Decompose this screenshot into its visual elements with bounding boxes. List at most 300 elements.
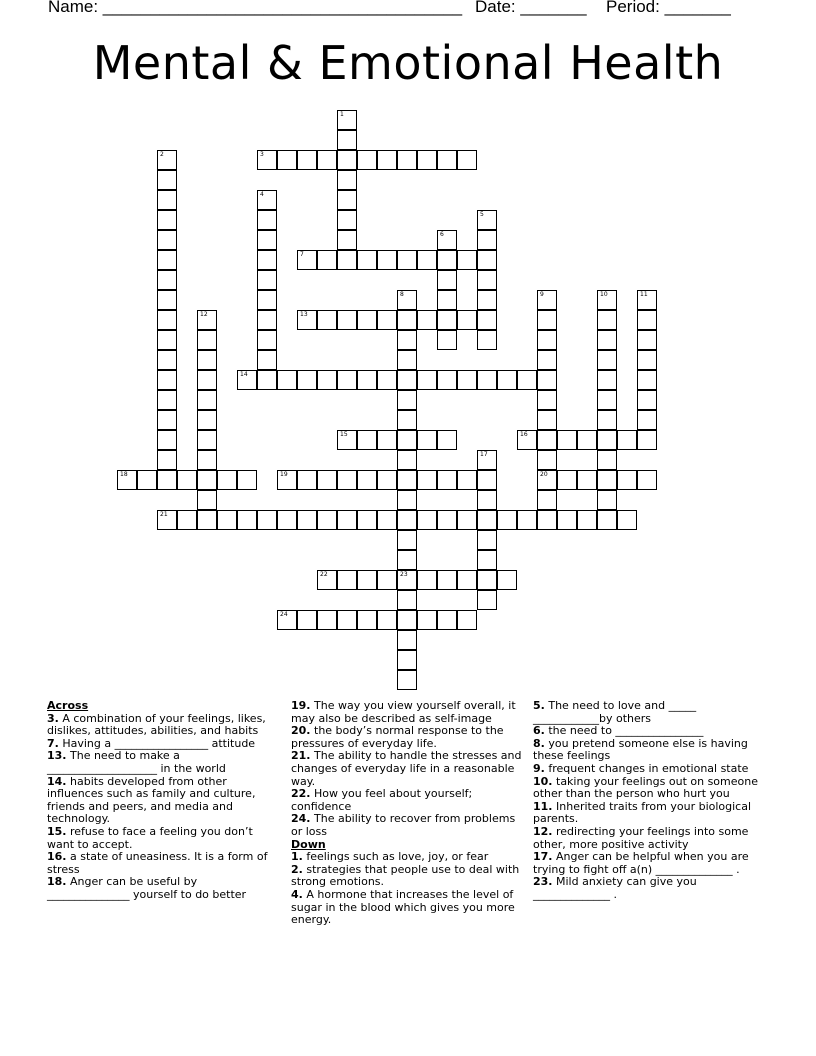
crossword-cell[interactable] xyxy=(617,470,637,490)
crossword-cell[interactable] xyxy=(177,510,197,530)
crossword-cell[interactable] xyxy=(537,470,557,490)
crossword-cell[interactable] xyxy=(357,430,377,450)
crossword-cell[interactable] xyxy=(477,250,497,270)
crossword-cell[interactable] xyxy=(477,450,497,470)
crossword-cell[interactable] xyxy=(317,250,337,270)
crossword-cell[interactable] xyxy=(197,310,217,330)
crossword-cell[interactable] xyxy=(597,450,617,470)
crossword-cell[interactable] xyxy=(477,510,497,530)
crossword-cell[interactable] xyxy=(257,250,277,270)
crossword-cell[interactable] xyxy=(317,470,337,490)
crossword-cell[interactable] xyxy=(237,510,257,530)
crossword-cell[interactable] xyxy=(397,450,417,470)
clue-number: 5 xyxy=(480,211,484,218)
crossword-cell[interactable] xyxy=(417,250,437,270)
crossword-cell[interactable] xyxy=(397,670,417,690)
crossword-cell[interactable] xyxy=(317,510,337,530)
crossword-cell[interactable] xyxy=(337,230,357,250)
clue-number-label: 21. xyxy=(291,749,311,763)
crossword-cell[interactable] xyxy=(617,430,637,450)
crossword-cell[interactable] xyxy=(317,610,337,630)
crossword-cell[interactable] xyxy=(537,330,557,350)
crossword-cell[interactable] xyxy=(317,150,337,170)
crossword-cell[interactable] xyxy=(637,410,657,430)
crossword-cell[interactable] xyxy=(157,270,177,290)
clue-number-label: 13. xyxy=(47,749,67,763)
crossword-cell[interactable] xyxy=(477,490,497,510)
crossword-cell[interactable] xyxy=(477,230,497,250)
crossword-cell[interactable] xyxy=(197,350,217,370)
crossword-cell[interactable] xyxy=(157,410,177,430)
crossword-cell[interactable] xyxy=(457,610,477,630)
crossword-cell[interactable] xyxy=(397,370,417,390)
crossword-cell[interactable] xyxy=(337,150,357,170)
clue-list xyxy=(0,700,816,1000)
clue-text: taking your feelings out on someone other than the person who hurt you xyxy=(533,774,758,801)
crossword-cell[interactable] xyxy=(377,430,397,450)
crossword-cell[interactable] xyxy=(277,610,297,630)
crossword-cell[interactable] xyxy=(257,510,277,530)
clue-section-heading: Across xyxy=(47,699,89,712)
clue-number-label: 2. xyxy=(291,862,303,876)
clue-item xyxy=(291,864,523,889)
clue-section-heading: Down xyxy=(291,837,326,851)
clue-number: 13 xyxy=(300,311,308,318)
crossword-cell[interactable] xyxy=(537,350,557,370)
crossword-cell[interactable] xyxy=(157,510,177,530)
crossword-cell[interactable] xyxy=(477,210,497,230)
crossword-cell[interactable] xyxy=(157,150,177,170)
clue-number: 9 xyxy=(540,291,544,298)
crossword-cell[interactable] xyxy=(397,330,417,350)
crossword-cell[interactable] xyxy=(637,370,657,390)
crossword-cell[interactable] xyxy=(637,430,657,450)
crossword-cell[interactable] xyxy=(417,610,437,630)
crossword-cell[interactable] xyxy=(197,390,217,410)
clue-text: Mild anxiety can give you ______________ . xyxy=(533,875,697,901)
crossword-cell[interactable] xyxy=(617,510,637,530)
crossword-cell[interactable] xyxy=(637,310,657,330)
crossword-cell[interactable] xyxy=(397,390,417,410)
crossword-cell[interactable] xyxy=(317,310,337,330)
crossword-cell[interactable] xyxy=(357,510,377,530)
crossword-cell[interactable] xyxy=(377,370,397,390)
crossword-cell[interactable] xyxy=(157,330,177,350)
crossword-cell[interactable] xyxy=(157,310,177,330)
clue-item xyxy=(47,851,279,876)
crossword-cell[interactable] xyxy=(417,470,437,490)
crossword-cell[interactable] xyxy=(437,570,457,590)
crossword-cell[interactable] xyxy=(397,650,417,670)
crossword-cell[interactable] xyxy=(157,190,177,210)
crossword-cell[interactable] xyxy=(337,250,357,270)
clue-item xyxy=(533,826,765,851)
crossword-cell[interactable] xyxy=(437,430,457,450)
crossword-cell[interactable] xyxy=(597,290,617,310)
clue-number: 24 xyxy=(280,611,288,618)
clue-column-3 xyxy=(533,700,765,902)
crossword-cell[interactable] xyxy=(217,510,237,530)
crossword-cell[interactable] xyxy=(137,470,157,490)
crossword-cell[interactable] xyxy=(157,470,177,490)
crossword-cell[interactable] xyxy=(517,430,537,450)
clue-text: How you feel about yourself; confidence xyxy=(291,787,473,813)
page-title: Mental & Emotional Health xyxy=(92,36,724,90)
crossword-cell[interactable] xyxy=(457,470,477,490)
crossword-cell[interactable] xyxy=(417,150,437,170)
crossword-cell[interactable] xyxy=(397,550,417,570)
crossword-cell[interactable] xyxy=(597,430,617,450)
crossword-cell[interactable] xyxy=(197,430,217,450)
clue-text: habits developed from other influences such as family and culture, friends and peers, and media and technology. xyxy=(47,774,256,826)
name-field-label: Name: ______________________________________ xyxy=(48,0,463,16)
crossword-cell[interactable] xyxy=(257,270,277,290)
clue-number-label: 3. xyxy=(47,711,59,725)
crossword-cell[interactable] xyxy=(457,150,477,170)
period-field-label: Period: _______ xyxy=(606,0,731,16)
crossword-cell[interactable] xyxy=(217,470,237,490)
clue-number: 14 xyxy=(240,371,248,378)
clue-number-label: 9. xyxy=(533,761,545,775)
crossword-cell[interactable] xyxy=(197,330,217,350)
crossword-cell[interactable] xyxy=(337,190,357,210)
crossword-cell[interactable] xyxy=(277,150,297,170)
crossword-cell[interactable] xyxy=(537,430,557,450)
crossword-cell[interactable] xyxy=(417,430,437,450)
crossword-cell[interactable] xyxy=(477,370,497,390)
crossword-cell[interactable] xyxy=(477,330,497,350)
crossword-cell[interactable] xyxy=(417,370,437,390)
crossword-cell[interactable] xyxy=(597,410,617,430)
crossword-cell[interactable] xyxy=(597,490,617,510)
crossword-cell[interactable] xyxy=(477,470,497,490)
crossword-cell[interactable] xyxy=(397,490,417,510)
crossword-cell[interactable] xyxy=(177,470,197,490)
clue-number-label: 19. xyxy=(291,699,311,712)
crossword-cell[interactable] xyxy=(297,310,317,330)
clue-item xyxy=(291,788,523,813)
crossword-cell[interactable] xyxy=(497,570,517,590)
crossword-cell[interactable] xyxy=(397,570,417,590)
crossword-cell[interactable] xyxy=(377,250,397,270)
crossword-cell[interactable] xyxy=(437,510,457,530)
crossword-cell[interactable] xyxy=(557,510,577,530)
clue-column-2 xyxy=(291,700,523,927)
crossword-cell[interactable] xyxy=(337,510,357,530)
crossword-cell[interactable] xyxy=(257,370,277,390)
crossword-cell[interactable] xyxy=(337,610,357,630)
crossword-cell[interactable] xyxy=(377,610,397,630)
clue-number: 7 xyxy=(300,251,304,258)
clue-item xyxy=(291,813,523,838)
crossword-cell[interactable] xyxy=(157,430,177,450)
crossword-cell[interactable] xyxy=(377,150,397,170)
crossword-cell[interactable] xyxy=(337,210,357,230)
crossword-cell[interactable] xyxy=(157,450,177,470)
crossword-cell[interactable] xyxy=(397,470,417,490)
clue-item xyxy=(533,700,765,725)
clue-text: A hormone that increases the level of sugar in the blood which gives you more energy. xyxy=(291,887,515,927)
crossword-cell[interactable] xyxy=(497,370,517,390)
crossword-cell[interactable] xyxy=(437,610,457,630)
crossword-cell[interactable] xyxy=(437,310,457,330)
crossword-cell[interactable] xyxy=(477,310,497,330)
crossword-cell[interactable] xyxy=(477,270,497,290)
crossword-cell[interactable] xyxy=(397,530,417,550)
crossword-cell[interactable] xyxy=(257,210,277,230)
crossword-cell[interactable] xyxy=(157,290,177,310)
crossword-cell[interactable] xyxy=(577,430,597,450)
clue-text: The ability to handle the stresses and changes of everyday life in a reasonable way. xyxy=(291,749,522,788)
crossword-cell[interactable] xyxy=(417,570,437,590)
crossword-cell[interactable] xyxy=(377,470,397,490)
crossword-cell[interactable] xyxy=(477,570,497,590)
clue-item xyxy=(533,851,765,876)
clue-item xyxy=(291,889,523,927)
crossword-cell[interactable] xyxy=(337,570,357,590)
crossword-cell[interactable] xyxy=(257,150,277,170)
crossword-cell[interactable] xyxy=(337,170,357,190)
crossword-cell[interactable] xyxy=(577,510,597,530)
crossword-cell[interactable] xyxy=(597,330,617,350)
crossword-cell[interactable] xyxy=(157,210,177,230)
crossword-cell[interactable] xyxy=(157,170,177,190)
crossword-cell[interactable] xyxy=(557,430,577,450)
crossword-cell[interactable] xyxy=(337,430,357,450)
clue-number: 4 xyxy=(260,191,264,198)
crossword-cell[interactable] xyxy=(357,610,377,630)
clue-column-1 xyxy=(47,700,279,902)
crossword-cell[interactable] xyxy=(397,250,417,270)
crossword-cell[interactable] xyxy=(437,470,457,490)
clue-item xyxy=(533,876,765,901)
crossword-cell[interactable] xyxy=(437,230,457,250)
crossword-cell[interactable] xyxy=(597,390,617,410)
crossword-cell[interactable] xyxy=(337,130,357,150)
crossword-cell[interactable] xyxy=(637,330,657,350)
crossword-cell[interactable] xyxy=(437,370,457,390)
clue-number-label: 23. xyxy=(533,875,553,889)
crossword-cell[interactable] xyxy=(157,390,177,410)
crossword-cell[interactable] xyxy=(457,510,477,530)
crossword-cell[interactable] xyxy=(297,370,317,390)
crossword-cell[interactable] xyxy=(397,150,417,170)
crossword-cell[interactable] xyxy=(357,310,377,330)
crossword-cell[interactable] xyxy=(257,190,277,210)
crossword-cell[interactable] xyxy=(537,510,557,530)
clue-number-label: 5. xyxy=(533,699,545,712)
crossword-cell[interactable] xyxy=(537,370,557,390)
clue-number: 19 xyxy=(280,471,288,478)
clue-number-label: 4. xyxy=(291,887,303,901)
crossword-cell[interactable] xyxy=(157,230,177,250)
clue-text: Anger can be helpful when you are trying to fight off a(n) ______________ . xyxy=(533,850,749,876)
crossword-cell[interactable] xyxy=(477,530,497,550)
clue-text: frequent changes in emotional state xyxy=(548,761,749,775)
clue-number-label: 11. xyxy=(533,799,553,813)
crossword-cell[interactable] xyxy=(357,150,377,170)
crossword-cell[interactable] xyxy=(197,470,217,490)
crossword-cell[interactable] xyxy=(537,410,557,430)
clue-item xyxy=(47,776,279,826)
crossword-cell[interactable] xyxy=(117,470,137,490)
clue-number-label: 14. xyxy=(47,774,67,788)
crossword-cell[interactable] xyxy=(597,310,617,330)
crossword-cell[interactable] xyxy=(197,510,217,530)
crossword-cell[interactable] xyxy=(437,290,457,310)
crossword-cell[interactable] xyxy=(397,350,417,370)
crossword-cell[interactable] xyxy=(437,330,457,350)
crossword-cell[interactable] xyxy=(257,310,277,330)
crossword-cell[interactable] xyxy=(437,270,457,290)
clue-text: you pretend someone else is having these feelings xyxy=(533,736,748,763)
crossword-cell[interactable] xyxy=(477,590,497,610)
crossword-cell[interactable] xyxy=(197,410,217,430)
crossword-cell[interactable] xyxy=(297,510,317,530)
crossword-cell[interactable] xyxy=(637,350,657,370)
clue-number: 18 xyxy=(120,471,128,478)
clue-text: The ability to recover from problems or loss xyxy=(291,812,516,838)
crossword-cell[interactable] xyxy=(597,370,617,390)
crossword-cell[interactable] xyxy=(637,290,657,310)
crossword-cell[interactable] xyxy=(397,630,417,650)
clue-number: 23 xyxy=(400,571,408,578)
crossword-cell[interactable] xyxy=(497,510,517,530)
crossword-cell[interactable] xyxy=(317,570,337,590)
clue-number-label: 20. xyxy=(291,724,311,738)
crossword-cell[interactable] xyxy=(477,550,497,570)
clue-number: 16 xyxy=(520,431,528,438)
clue-number-label: 8. xyxy=(533,736,545,750)
crossword-cell[interactable] xyxy=(257,230,277,250)
crossword-cell[interactable] xyxy=(297,610,317,630)
crossword-cell[interactable] xyxy=(337,370,357,390)
crossword-cell[interactable] xyxy=(337,470,357,490)
crossword-cell[interactable] xyxy=(357,570,377,590)
crossword-cell[interactable] xyxy=(277,370,297,390)
clue-number-label: 16. xyxy=(47,850,67,864)
crossword-cell[interactable] xyxy=(637,390,657,410)
crossword-cell[interactable] xyxy=(337,110,357,130)
clue-text: strategies that people use to deal with strong emotions. xyxy=(291,862,520,889)
crossword-cell[interactable] xyxy=(197,370,217,390)
crossword-cell[interactable] xyxy=(457,370,477,390)
crossword-cell[interactable] xyxy=(437,250,457,270)
crossword-cell[interactable] xyxy=(417,310,437,330)
crossword-cell[interactable] xyxy=(537,310,557,330)
crossword-cell[interactable] xyxy=(597,510,617,530)
crossword-cell[interactable] xyxy=(197,450,217,470)
crossword-cell[interactable] xyxy=(257,330,277,350)
crossword-cell[interactable] xyxy=(257,350,277,370)
crossword-cell[interactable] xyxy=(577,470,597,490)
crossword-cell[interactable] xyxy=(237,370,257,390)
clue-number-label: 15. xyxy=(47,824,67,838)
clue-text: a state of uneasiness. It is a form of stress xyxy=(47,850,268,876)
crossword-cell[interactable] xyxy=(637,470,657,490)
crossword-cell[interactable] xyxy=(417,510,437,530)
crossword-cell[interactable] xyxy=(397,610,417,630)
clue-number: 1 xyxy=(340,111,344,118)
crossword-cell[interactable] xyxy=(537,390,557,410)
crossword-cell[interactable] xyxy=(357,470,377,490)
crossword-cell[interactable] xyxy=(297,470,317,490)
crossword-cell[interactable] xyxy=(557,470,577,490)
clue-text: The need to love and _____ ____________by others xyxy=(533,699,697,725)
clue-number-label: 7. xyxy=(47,736,59,750)
clue-number-label: 17. xyxy=(533,850,553,864)
crossword-cell[interactable] xyxy=(197,490,217,510)
crossword-cell[interactable] xyxy=(357,250,377,270)
clue-item xyxy=(533,776,765,801)
crossword-cell[interactable] xyxy=(377,310,397,330)
crossword-cell[interactable] xyxy=(317,370,337,390)
crossword-cell[interactable] xyxy=(597,470,617,490)
clue-number: 3 xyxy=(260,151,264,158)
clue-item xyxy=(533,738,765,763)
clue-number-label: 24. xyxy=(291,812,311,826)
crossword-cell[interactable] xyxy=(517,370,537,390)
clue-number: 20 xyxy=(540,471,548,478)
crossword-cell[interactable] xyxy=(517,510,537,530)
clue-text: refuse to face a feeling you don’t want to accept. xyxy=(47,824,253,851)
crossword-cell[interactable] xyxy=(537,290,557,310)
clue-text: A combination of your feelings, likes, dislikes, attitudes, abilities, and habits xyxy=(47,711,266,738)
clue-text: The need to make a ____________________ in the world xyxy=(47,749,226,775)
crossword-cell[interactable] xyxy=(377,510,397,530)
crossword-cell[interactable] xyxy=(457,250,477,270)
crossword-cell[interactable] xyxy=(397,290,417,310)
clue-number-label: 18. xyxy=(47,875,67,889)
crossword-cell[interactable] xyxy=(537,490,557,510)
clue-number: 17 xyxy=(480,451,488,458)
crossword-cell[interactable] xyxy=(237,470,257,490)
clue-number: 8 xyxy=(400,291,404,298)
clue-item xyxy=(47,876,279,901)
crossword-cell[interactable] xyxy=(157,370,177,390)
crossword-cell[interactable] xyxy=(437,150,457,170)
clue-item xyxy=(533,801,765,826)
crossword-cell[interactable] xyxy=(277,470,297,490)
clue-text: feelings such as love, joy, or fear xyxy=(306,850,489,864)
crossword-cell[interactable] xyxy=(357,370,377,390)
crossword-cell[interactable] xyxy=(537,450,557,470)
clue-text: Anger can be useful by _______________ yourself to do better xyxy=(47,875,247,901)
crossword-cell[interactable] xyxy=(397,310,417,330)
crossword-cell[interactable] xyxy=(157,350,177,370)
crossword-cell[interactable] xyxy=(377,570,397,590)
clue-number: 15 xyxy=(340,431,348,438)
clue-number: 12 xyxy=(200,311,208,318)
crossword-cell[interactable] xyxy=(257,290,277,310)
clue-item xyxy=(291,700,523,725)
crossword-cell[interactable] xyxy=(157,250,177,270)
clue-number: 10 xyxy=(600,291,608,298)
crossword-cell[interactable] xyxy=(397,590,417,610)
clue-number: 6 xyxy=(440,231,444,238)
crossword-cell[interactable] xyxy=(397,410,417,430)
crossword-cell[interactable] xyxy=(457,310,477,330)
crossword-cell[interactable] xyxy=(397,430,417,450)
crossword-cell[interactable] xyxy=(297,150,317,170)
crossword-cell[interactable] xyxy=(337,310,357,330)
crossword-cell[interactable] xyxy=(397,510,417,530)
crossword-cell[interactable] xyxy=(297,250,317,270)
crossword-cell[interactable] xyxy=(277,510,297,530)
crossword-cell[interactable] xyxy=(597,350,617,370)
crossword-cell[interactable] xyxy=(457,570,477,590)
crossword-cell[interactable] xyxy=(477,290,497,310)
